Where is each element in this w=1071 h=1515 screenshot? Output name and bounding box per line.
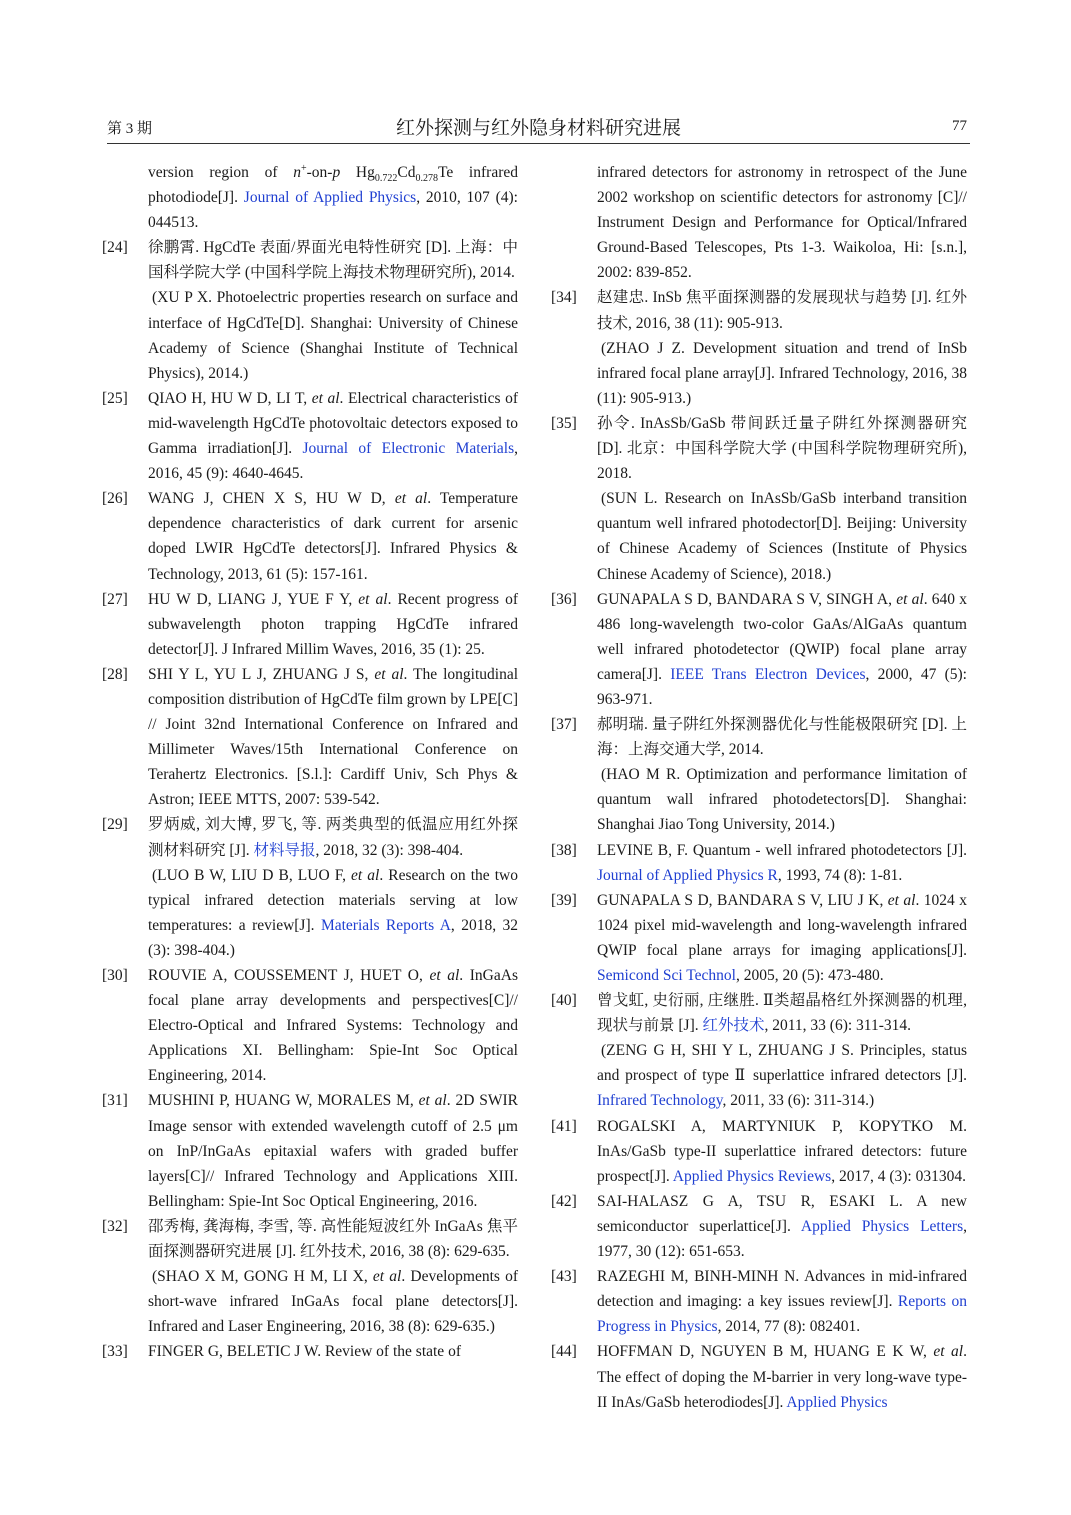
reference-translation: (ZHAO J Z. Development situation and trend of InSb infrared focal plane array[J]. Infrared Technology, 2016, 38 (11): 905-913.) [597, 339, 967, 407]
reference-number: [28] [102, 665, 128, 683]
reference-number: [26] [102, 490, 128, 508]
reference-29: [29] 罗炳威, 刘大博, 罗飞, 等. 两类典型的低温应用红外探测材料研究 [J]. 材料导报, 2018, 32 (3): 398-404. (LUO B W, LIU D B, LUO F, et al. Research on the two typical infrared detection materials serving at low temperatures: a review[J]. Materials Reports A, 2018, 32 (3): 398-404.) [108, 812, 518, 963]
references-right-column [551, 160, 968, 1415]
reference-translation: (SUN L. Research on InAsSb/GaSb interband transition quantum well infrared photodector[D]. Beijing: University of Chinese Academy of Sciences (Institute of Physics Chinese Academy of Science), 2018.) [597, 490, 967, 583]
reference-continuation: version region of n+-on-p $Hg_{0.722}Cd_{0.278}Te$ infrared photodiode[J]. Journal of Applied Physics, 2010, 107 (4): 044513. [148, 162, 518, 232]
journal-section-title: 红外探测与红外隐身材料研究进展 [395, 118, 681, 139]
journal-link[interactable]: Journal of Electronic Materials [302, 440, 515, 458]
reference-26: [26] WANG J, CHEN X S, HU W D, et al. Temperature dependence characteristics of dark current for arsenic doped LWIR HgCdTe detectors[J]. Infrared Physics & Technology, 2013, 61 (5): 157-161. [108, 486, 518, 586]
journal-link[interactable]: Applied Physics Reviews [672, 1167, 832, 1185]
reference-32: [32] 邵秀梅, 龚海梅, 李雪, 等. 高性能短波红外 InGaAs 焦平面探测器研究进展 [J]. 红外技术, 2016, 38 (8): 629-635. (SHAO X M, GONG H M, LI X, et al. Developments of short-wave infrared InGaAs focal plane detectors[J]. Infrared and Laser Engineering, 2016, 38 (8): 629-635.) [108, 1214, 518, 1339]
reference-number: [25] [102, 389, 128, 407]
reference-43: [43] RAZEGHI M, BINH-MINH N. Advances in mid-infrared detection and imaging: a key issues review[J]. Reports on Progress in Physics, 2014, 77 (8): 082401. [557, 1264, 967, 1339]
reference-36: [36] GUNAPALA S D, BANDARA S V, SINGH A, et al. 640 x 486 long-wavelength two-color GaAs/AlGaAs quantum well infrared photodetector (QWIP) focal plane array camera[J]. IEEE Trans Electron Devices, 2000, 47 (5): 963-971. [557, 587, 967, 712]
reference-37: [37] 郝明瑞. 量子阱红外探测器优化与性能极限研究 [D]. 上海：上海交通大学, 2014. (HAO M R. Optimization and performance limitation of quantum wall infrared photodetectors[D]. Shanghai: Shanghai Jiao Tong University, 2014.) [557, 712, 967, 837]
reference-40: [40] 曾戈虹, 史衍丽, 庄继胜. Ⅱ类超晶格红外探测器的机理, 现状与前景 [J]. 红外技术, 2011, 33 (6): 311-314. (ZENG G H, SHI Y L, ZHUANG J S. Principles, status and prospect of type Ⅱ superlattice infrared detectors [J]. Infrared Technology, 2011, 33 (6): 311-314.) [557, 988, 967, 1113]
reference-24: [24] 徐鹏霄. HgCdTe 表面/界面光电特性研究 [D]. 上海：中国科学院大学 (中国科学院上海技术物理研究所), 2014. (XU P X. Photoelectric properties research on surface and interface of HgCdTe[D]. Shanghai: University of Chinese Academy of Science (Shanghai Institute of Technical Physics), 2014.) [108, 235, 518, 386]
reference-33: [33] FINGER G, BELETIC J W. Review of the state of [108, 1339, 518, 1364]
reference-30: [30] ROUVIE A, COUSSEMENT J, HUET O, et al. InGaAs focal plane array developments and perspectives[C]// Electro-Optical and Infrared Systems: Technology and Applications XI. Bellingham: Spie-Int Soc Optical Engineering, 2014. [108, 963, 518, 1088]
reference-number: [34] [551, 289, 577, 307]
reference-35: [35] 孙令. InAsSb/GaSb 带间跃迁量子阱红外探测器研究 [D]. 北京：中国科学院大学 (中国科学院物理研究所), 2018. (SUN L. Research on InAsSb/GaSb interband transition quantum well infrared photodector[D]. Beijing: University of Chinese Academy of Sciences (Institute of Physics Chinese Academy of Science), 2018.) [557, 411, 967, 587]
reference-31: [31] MUSHINI P, HUANG W, MORALES M, et al. 2D SWIR Image sensor with extended wavelength cutoff of 2.5 μm on InP/InGaAs epitaxial wafers with graded buffer layers[C]// Infrared Technology and Applications XIII. Bellingham: Spie-Int Soc Optical Engineering, 2016. [108, 1088, 518, 1213]
running-header [107, 113, 970, 144]
journal-link[interactable]: 材料导报 [253, 841, 316, 859]
reference-42: [42] SAI-HALASZ G A, TSU R, ESAKI L. A new semiconductor superlattice[J]. Applied Physics Letters, 1977, 30 (12): 651-653. [557, 1189, 967, 1264]
reference-number: [30] [102, 967, 128, 984]
issue-label: 第 3 期 [107, 121, 153, 137]
journal-link[interactable]: IEEE Trans Electron Devices [670, 665, 866, 683]
reference-number: [40] [551, 992, 577, 1010]
journal-link[interactable]: Journal of Applied Physics [243, 189, 417, 207]
reference-39: [39] GUNAPALA S D, BANDARA S V, LIU J K, et al. 1024 x 1024 pixel mid-wavelength and long-wavelength infrared QWIP focal plane arrays for imaging applications[J]. Semicond Sci Technol, 2005, 20 (5): 473-480. [557, 888, 967, 988]
reference-number: [38] [551, 841, 577, 859]
reference-number: [41] [551, 1117, 577, 1135]
reference-number: [37] [551, 716, 577, 734]
reference-number: [27] [102, 590, 128, 608]
reference-27: [27] HU W D, LIANG J, YUE F Y, et al. Recent progress of subwavelength photon trapping HgCdTe infrared detector[J]. J Infrared Millim Waves, 2016, 35 (1): 25. [108, 587, 518, 662]
reference-number: [32] [102, 1217, 128, 1235]
journal-link[interactable]: Semicond Sci Technol [597, 967, 736, 984]
journal-link[interactable]: Applied Physics Letters [800, 1217, 964, 1235]
journal-link[interactable]: Materials Reports A [320, 916, 451, 934]
reference-number: [29] [102, 816, 128, 834]
journal-link[interactable]: Applied Physics [786, 1393, 888, 1411]
journal-link[interactable]: Infrared Technology [597, 1092, 723, 1110]
reference-translation: (LUO B W, LIU D B, LUO F, et al. Research on the two typical infrared detection materials serving at low temperatures: a review[J]. Materials Reports A, 2018, 32 (3): 398-404.) [148, 866, 519, 959]
reference-41: [41] ROGALSKI A, MARTYNIUK P, KOPYTKO M. InAs/GaSb type-II superlattice infrared detectors: future prospect[J]. Applied Physics Reviews, 2017, 4 (3): 031304. [557, 1114, 967, 1189]
reference-translation: (HAO M R. Optimization and performance limitation of quantum wall infrared photodetectors[D]. Shanghai: Shanghai Jiao Tong University, 2014.) [597, 766, 967, 834]
page-number: 77 [952, 118, 967, 134]
reference-number: [24] [102, 239, 128, 257]
reference-number: [31] [102, 1092, 128, 1110]
reference-number: [33] [102, 1343, 128, 1361]
reference-translation: (ZENG G H, SHI Y L, ZHUANG J S. Principles, status and prospect of type Ⅱ superlattice infrared detectors [J]. Infrared Technology, 2011, 33 (6): 311-314.) [597, 1042, 967, 1110]
reference-38: [38] LEVINE B, F. Quantum - well infrared photodetectors [J]. Journal of Applied Physics R, 1993, 74 (8): 1-81. [557, 838, 967, 888]
journal-link[interactable]: Journal of Applied Physics R [597, 866, 778, 884]
references-left-column [102, 160, 519, 1365]
reference-25: [25] QIAO H, HU W D, LI T, et al. Electrical characteristics of mid-wavelength HgCdTe photovoltaic detectors exposed to Gamma irradiation[J]. Journal of Electronic Materials, 2016, 45 (9): 4640-4645. [108, 386, 518, 486]
reference-28: [28] SHI Y L, YU L J, ZHUANG J S, et al. The longitudinal composition distribution of HgCdTe film grown by LPE[C] // Joint 32nd International Conference on Infrared and Millimeter Waves/15th International Conference on Terahertz Electronics. [S.l.]: Cardiff Univ, Sch Phys & Astron; IEEE MTTS, 2007: 539-542. [108, 662, 518, 813]
reference-continuation: infrared detectors for astronomy in retrospect of the June 2002 workshop on scientific detectors for astronomy [C]// Instrument Design and Performance for Optical/Infrared Ground-Based Telescopes, Pts 1-3. Waikoloa, Hi: [s.n.], 2002: 839-852. [597, 164, 967, 282]
reference-translation: (XU P X. Photoelectric properties research on surface and interface of HgCdTe[D]. Shanghai: University of Chinese Academy of Science (Shanghai Institute of Technical Physics), 2014.) [148, 289, 518, 382]
reference-34: [34] 赵建忠. InSb 焦平面探测器的发展现状与趋势 [J]. 红外技术, 2016, 38 (11): 905-913. (ZHAO J Z. Development situation and trend of InSb infrared focal plane array[J]. Infrared Technology, 2016, 38 (11): 905-913.) [557, 285, 967, 410]
reference-number: [42] [551, 1192, 577, 1210]
reference-number: [39] [551, 891, 577, 909]
journal-link[interactable]: Reports on Progress in Physics [597, 1293, 967, 1336]
reference-translation: (SHAO X M, GONG H M, LI X, et al. Developments of short-wave infrared InGaAs focal plane detectors[J]. Infrared and Laser Engineering, 2016, 38 (8): 629-635.) [148, 1268, 518, 1336]
reference-number: [35] [551, 414, 577, 432]
reference-44: [44] HOFFMAN D, NGUYEN B M, HUANG E K W, et al. The effect of doping the M-barrier in very long-wave type-II InAs/GaSb heterodiodes[J]. Applied Physics [557, 1339, 967, 1414]
reference-number: [44] [551, 1343, 577, 1361]
journal-link[interactable]: 红外技术 [702, 1017, 765, 1035]
reference-number: [36] [551, 590, 577, 608]
reference-number: [43] [551, 1268, 577, 1286]
